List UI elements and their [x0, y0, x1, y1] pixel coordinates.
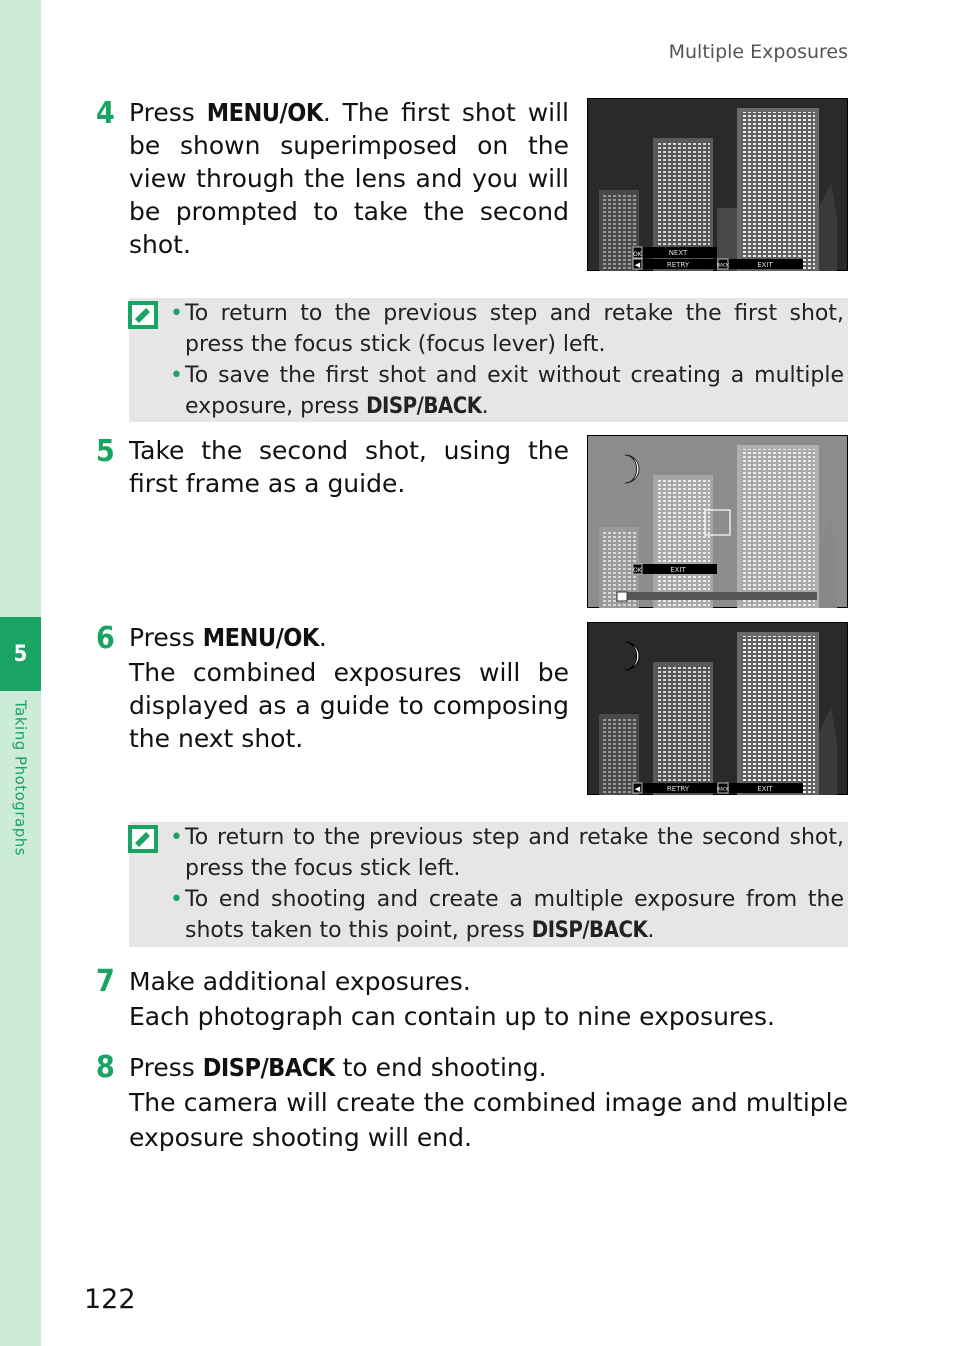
chapter-title: Taking Photographs — [11, 700, 30, 857]
retry-label: RETRY — [666, 785, 690, 793]
step-text: Press DISP/BACK to end shooting. The camera will create the combined image and multiple exposure shooting will end. — [129, 1053, 848, 1152]
step-number: 5 — [96, 434, 115, 469]
camera-screen-combined — [587, 622, 848, 795]
step-text: Press MENU/OK. The combined exposures will be displayed as a guide to composing the next shot. — [129, 623, 569, 753]
step-number: 7 — [96, 964, 115, 999]
note-pencil-icon — [128, 825, 158, 853]
left-arrow-icon: ◀ — [634, 261, 641, 269]
disp-back-key: DISP/BACK — [366, 394, 482, 419]
retry-label: RETRY — [666, 261, 690, 269]
step-number: 4 — [96, 96, 115, 131]
menu-ok-key: MENU/OK — [202, 623, 319, 652]
note-box-2 — [129, 822, 848, 947]
next-label: NEXT — [668, 249, 688, 257]
left-arrow-icon: ◀ — [634, 785, 641, 793]
back-key-icon: BACK — [716, 263, 730, 269]
step-text: Take the second shot, using the first frame as a guide. — [129, 436, 569, 498]
ok-key-icon: OK — [633, 567, 642, 574]
disp-back-key: DISP/BACK — [531, 918, 648, 943]
note-item: • To return to the previous step and retake the first shot, press the focus stick (focus lever) left. — [185, 298, 844, 360]
ok-key-icon: OK — [633, 251, 642, 258]
note-pencil-icon — [128, 301, 158, 329]
camera-screen-second-shot — [587, 435, 848, 608]
camera-screen-first-shot — [587, 98, 848, 271]
info-bar — [623, 592, 817, 600]
flag-icon — [617, 592, 627, 601]
exit-label: EXIT — [757, 261, 773, 269]
note-item: • To save the first shot and exit without creating a multiple exposure, press DISP/BACK. — [185, 360, 844, 422]
exit-label: EXIT — [757, 785, 773, 793]
note-item: • To end shooting and create a multiple exposure from the shots taken to this point, press DISP/BACK. — [185, 884, 844, 946]
step-number: 8 — [96, 1050, 115, 1085]
page-number: 122 — [84, 1284, 136, 1315]
back-key-icon: BACK — [716, 787, 730, 793]
menu-ok-key: MENU/OK — [206, 98, 323, 127]
step-text: Make additional exposures. Each photograph can contain up to nine exposures. — [129, 967, 776, 1031]
note-item: • To return to the previous step and retake the second shot, press the focus stick left. — [185, 822, 844, 884]
note-box-1 — [129, 298, 848, 422]
disp-back-key: DISP/BACK — [202, 1053, 335, 1082]
step-number: 6 — [96, 621, 115, 656]
section-title: Multiple Exposures — [668, 41, 848, 63]
chapter-tab: 5 — [0, 617, 41, 691]
step-text: Press MENU/OK. The first shot will be shown superimposed on the view through the lens and you will be prompted to take the second shot. — [129, 98, 569, 259]
exit-label: EXIT — [670, 566, 686, 574]
